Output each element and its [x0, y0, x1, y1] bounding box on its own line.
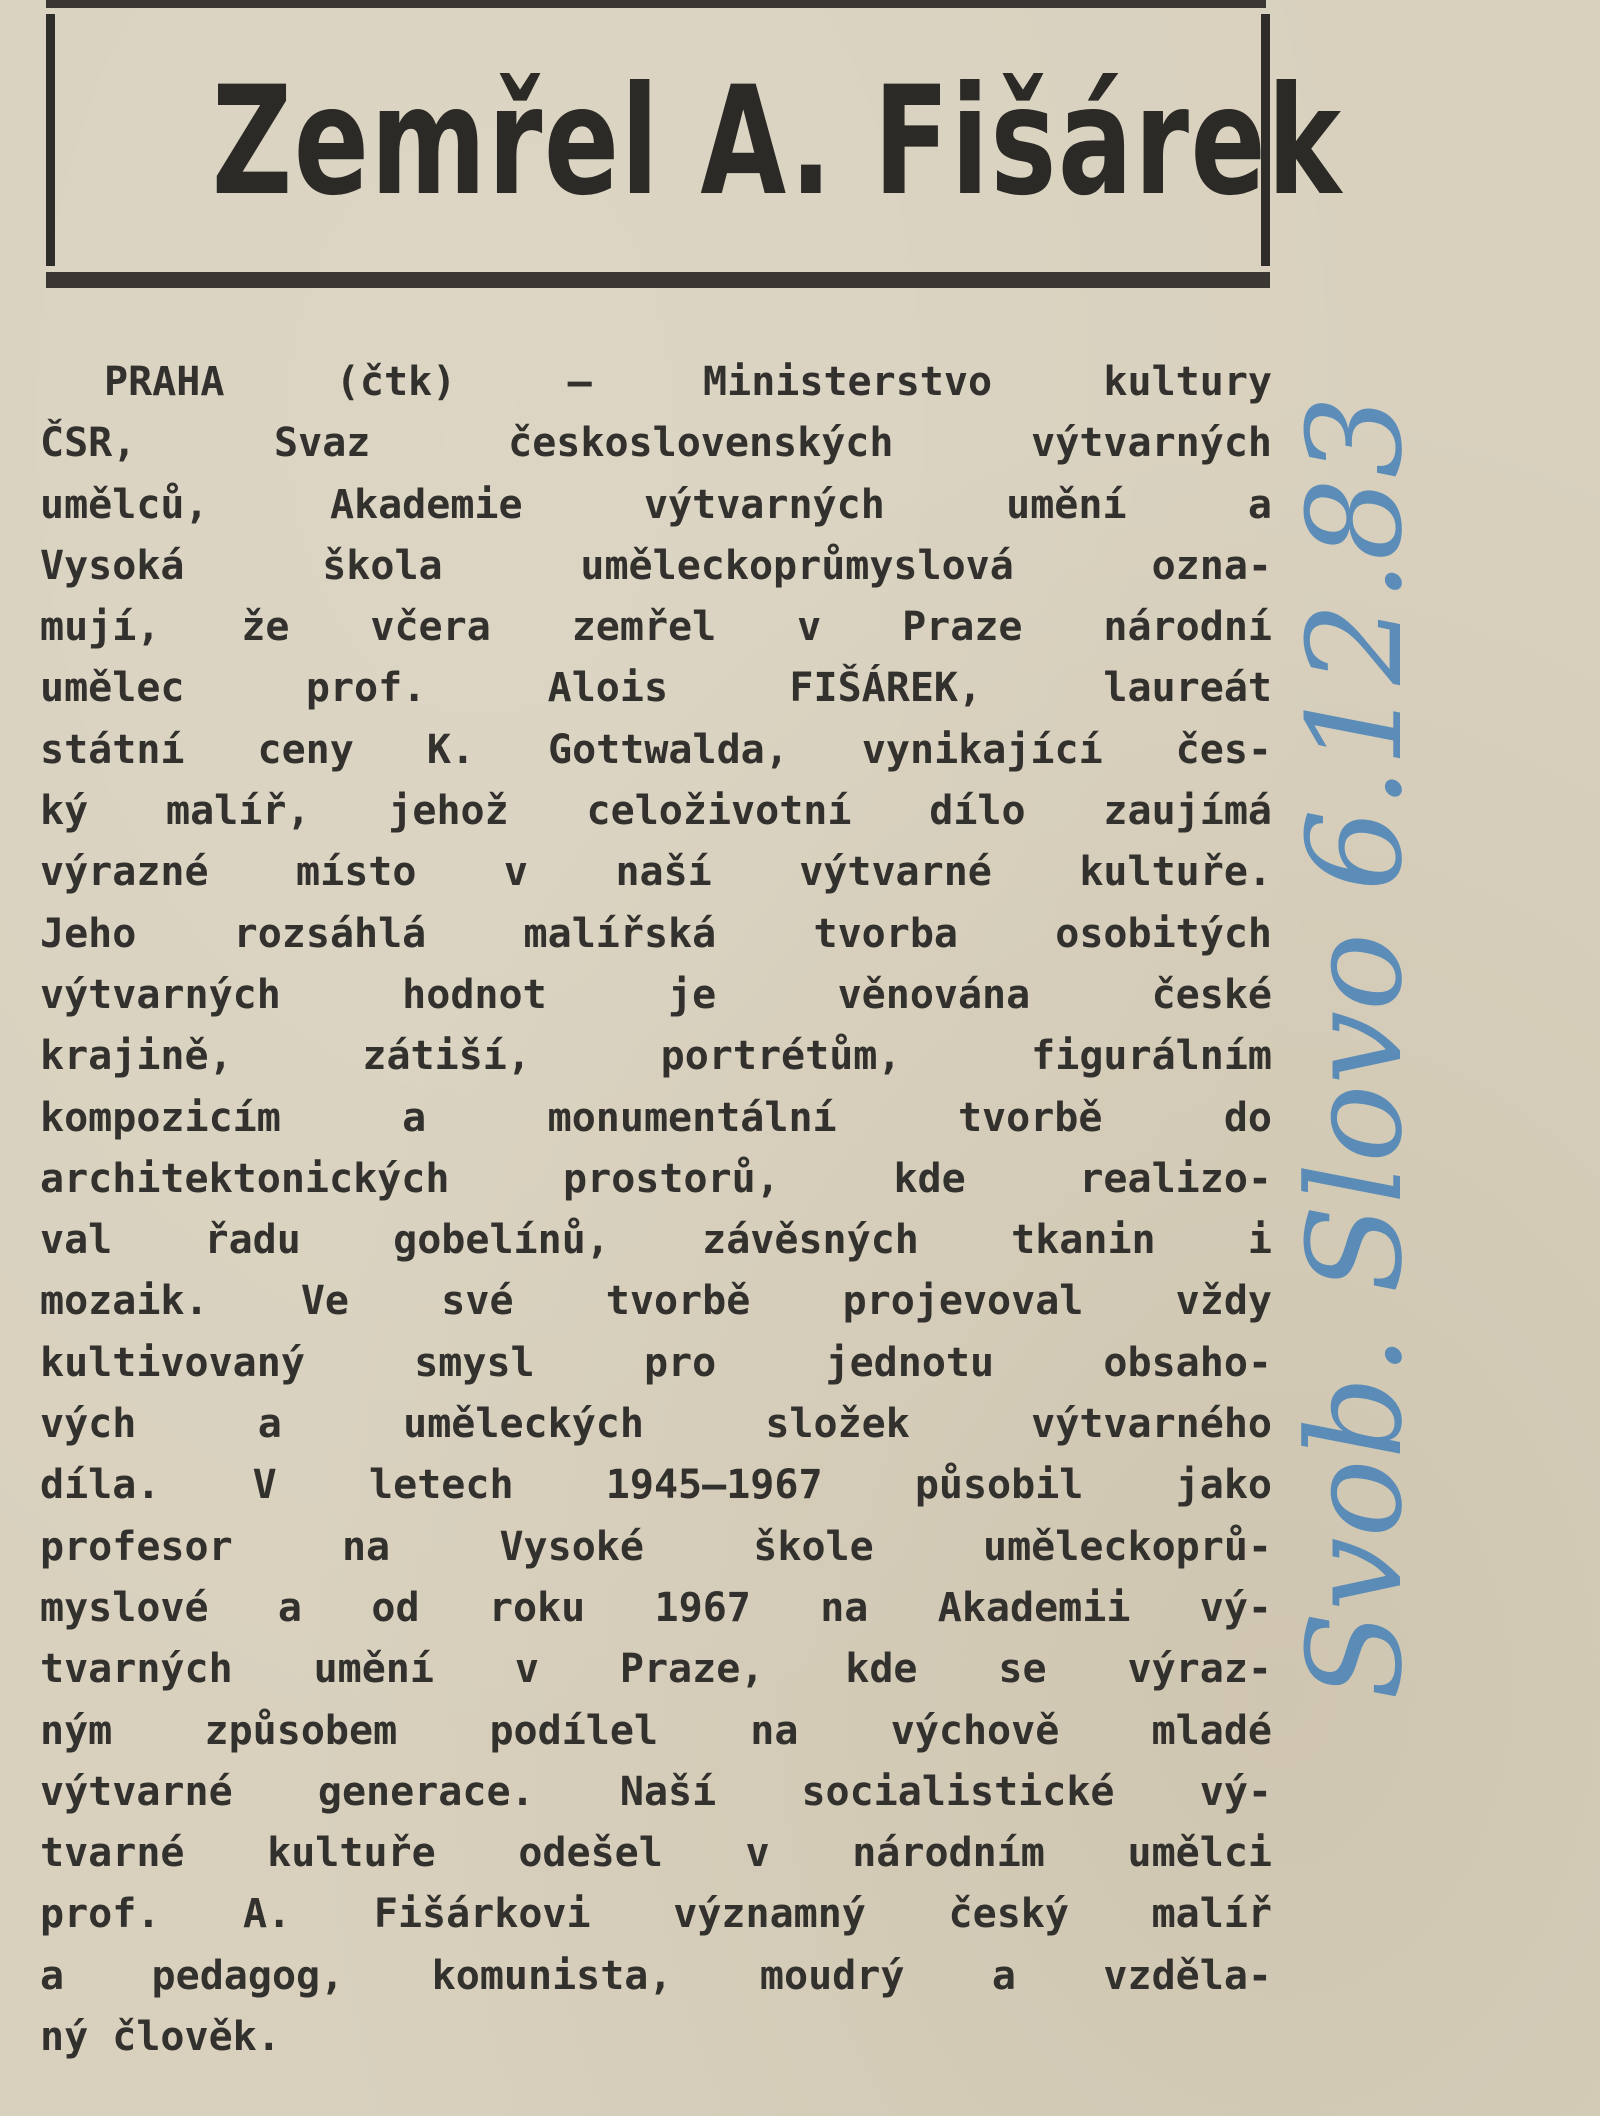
top-rule — [46, 0, 1266, 8]
article-line: prof. A. Fišárkovi významný český malíř — [40, 1891, 1272, 1938]
article-line: mozaik. Ve své tvorbě projevoval vždy — [40, 1278, 1272, 1325]
headline-bottom-rule — [46, 272, 1270, 288]
article-body — [40, 352, 1272, 2068]
headline: Zemřel A. Fišárek — [211, 55, 1343, 229]
article-line: Vysoká škola uměleckoprůmyslová ozna- — [40, 542, 1272, 589]
article-line: mují, že včera zemřel v Praze národní — [40, 604, 1272, 651]
article-line: ným způsobem podílel na výchově mladé — [40, 1707, 1272, 1754]
article-line: výtvarných hodnot je věnována české — [40, 971, 1272, 1018]
article-line: architektonických prostorů, kde realizo- — [40, 1155, 1272, 1202]
article-line: umělec prof. Alois FIŠÁREK, laureát — [40, 665, 1272, 712]
article-line: profesor na Vysoké škole uměleckoprů- — [40, 1523, 1272, 1570]
article-line: státní ceny K. Gottwalda, vynikající čes- — [40, 726, 1272, 773]
article-line: ký malíř, jehož celoživotní dílo zaujímá — [40, 788, 1272, 835]
article-line: PRAHA (čtk) — Ministerstvo kultury — [104, 359, 1272, 405]
article-line: krajině, zátiší, portrétům, figurálním — [40, 1033, 1272, 1080]
handwritten-annotation: Svob. Slovo 6.12.83 — [1279, 395, 1431, 1700]
article-line: umělců, Akademie výtvarných umění a — [40, 481, 1272, 528]
article-line: díla. V letech 1945—1967 působil jako — [40, 1462, 1272, 1509]
article-line: kompozicím a monumentální tvorbě do — [40, 1094, 1272, 1141]
article-line: ČSR, Svaz československých výtvarných — [40, 420, 1272, 467]
article-line: a pedagog, komunista, moudrý a vzděla- — [40, 1952, 1272, 1999]
article-line: Jeho rozsáhlá malířská tvorba osobitých — [40, 910, 1272, 957]
headline-box — [46, 14, 1343, 266]
article-line: tvarné kultuře odešel v národním umělci — [40, 1830, 1272, 1877]
article-line: myslové a od roku 1967 na Akademii vý- — [40, 1584, 1272, 1631]
article-line: kultivovaný smysl pro jednotu obsaho- — [40, 1339, 1272, 1386]
article-line: výtvarné generace. Naší socialistické vý- — [40, 1768, 1272, 1815]
article-line: val řadu gobelínů, závěsných tkanin i — [40, 1217, 1272, 1264]
article-line: ný člověk. — [40, 2014, 281, 2061]
article-line: výrazné místo v naší výtvarné kultuře. — [40, 849, 1272, 896]
article-line: vých a uměleckých složek výtvarného — [40, 1401, 1272, 1448]
article-line: tvarných umění v Praze, kde se výraz- — [40, 1646, 1272, 1693]
